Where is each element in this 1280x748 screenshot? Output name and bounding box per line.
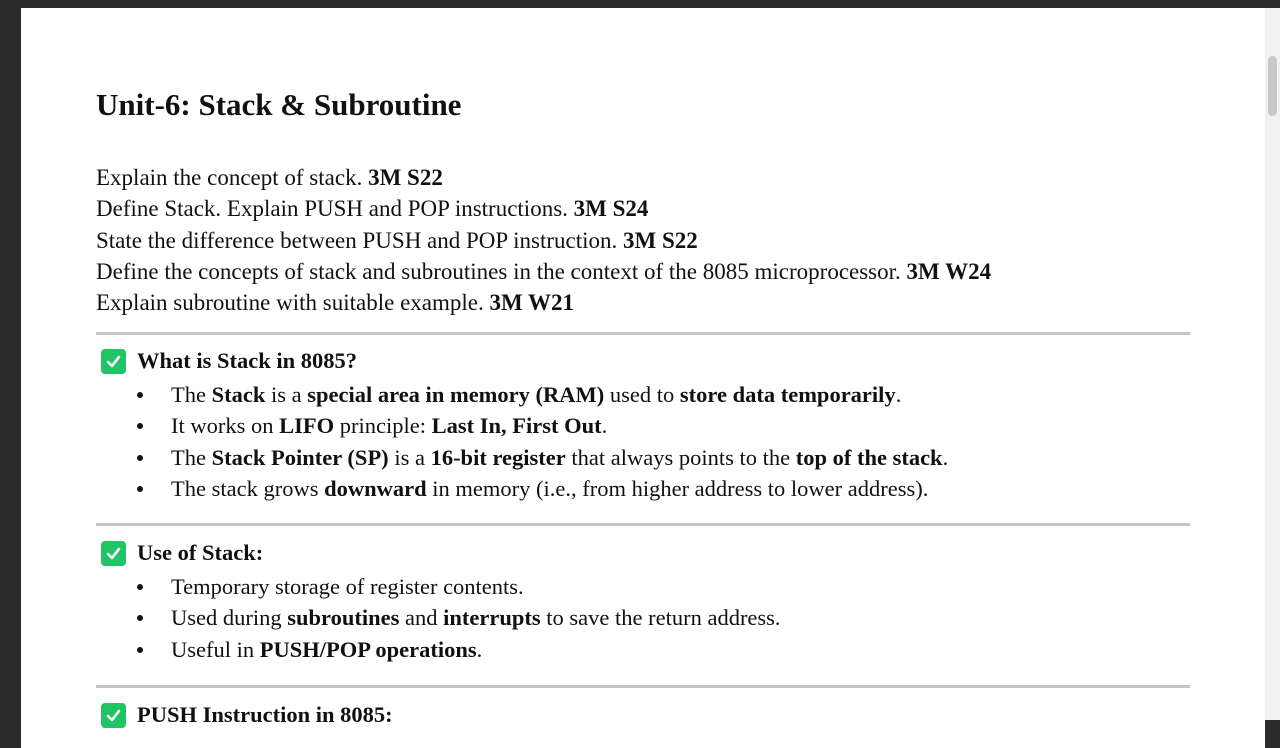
bold-text: 16-bit register (430, 444, 566, 470)
text: . (601, 413, 608, 439)
bold-text: PUSH/POP operations (259, 636, 477, 662)
bold-text: Stack (211, 382, 266, 407)
scrollbar[interactable] (1265, 8, 1280, 720)
section-title-text: What is Stack in 8085? (137, 348, 358, 373)
question-text: Explain the concept of stack. (96, 165, 369, 190)
question-marks-tag: 3M S22 (622, 227, 698, 253)
bold-text: special area in memory (RAM) (307, 382, 605, 407)
divider (96, 523, 1190, 526)
divider (96, 685, 1190, 688)
scrollbar-thumb[interactable] (1268, 56, 1277, 116)
text: The (171, 382, 212, 407)
bold-text: interrupts (443, 605, 541, 631)
bold-text: downward (324, 475, 427, 501)
text: to save the return address. (540, 605, 781, 631)
bullet-list (96, 379, 948, 504)
bold-text: store data temporarily (679, 382, 896, 407)
question-marks-tag: 3M S22 (368, 165, 443, 190)
check-mark-icon (101, 703, 126, 728)
text: Useful in (171, 636, 260, 662)
bullet-item (96, 442, 948, 473)
text: Temporary storage of register contents. (171, 574, 524, 599)
question-line (96, 256, 991, 287)
document-page (21, 8, 1265, 748)
page-title: Unit-6: Stack & Subroutine (96, 87, 462, 122)
section-heading (96, 538, 263, 568)
question-marks-tag: 3M S24 (573, 196, 649, 222)
bullet-item (96, 634, 781, 665)
text: It works on (171, 413, 280, 439)
bullet-item (96, 602, 781, 633)
bullet-list (96, 571, 781, 665)
text: is a (265, 382, 308, 407)
question-text: Define the concepts of stack and subroutines in the context of the 8085 microprocessor. (96, 258, 907, 284)
section-title-text: Use of Stack: (137, 540, 264, 565)
text: . (476, 636, 483, 662)
question-marks-tag: 3M W21 (489, 290, 575, 316)
divider (96, 332, 1190, 335)
check-mark-icon (101, 349, 126, 374)
section-heading (96, 346, 357, 376)
check-mark-icon (101, 541, 126, 566)
section-heading (96, 700, 393, 730)
text: The (171, 444, 212, 470)
bullet-item (96, 379, 948, 410)
question-text: Explain subroutine with suitable example. (96, 290, 490, 316)
question-text: Define Stack. Explain PUSH and POP instructions. (96, 196, 574, 222)
section-title-text: PUSH Instruction in 8085: (137, 702, 393, 727)
question-marks-tag: 3M W24 (906, 258, 992, 284)
bold-text: Last In, First Out (431, 413, 602, 439)
bullet-item (96, 571, 781, 602)
question-line (96, 287, 991, 318)
bold-text: subroutines (287, 605, 400, 631)
question-text: State the difference between PUSH and POP instruction. (96, 227, 623, 253)
bold-text: LIFO (279, 413, 335, 439)
bold-text: top of the stack (795, 444, 943, 470)
text: used to (604, 382, 680, 407)
question-line (96, 162, 991, 193)
bullet-item (96, 410, 948, 441)
text: . (942, 444, 949, 470)
text: Used during (171, 605, 288, 631)
bold-text: Stack Pointer (SP) (211, 444, 389, 470)
question-line (96, 193, 991, 224)
text: principle: (334, 413, 432, 439)
text: The stack grows (171, 475, 325, 501)
text: . (895, 382, 902, 407)
text: is a (388, 444, 431, 470)
text: and (399, 605, 444, 631)
bullet-item (96, 473, 948, 504)
text: in memory (i.e., from higher address to lower address). (426, 475, 929, 501)
text: that always points to the (565, 444, 796, 470)
question-list (96, 162, 991, 318)
question-line (96, 225, 991, 256)
